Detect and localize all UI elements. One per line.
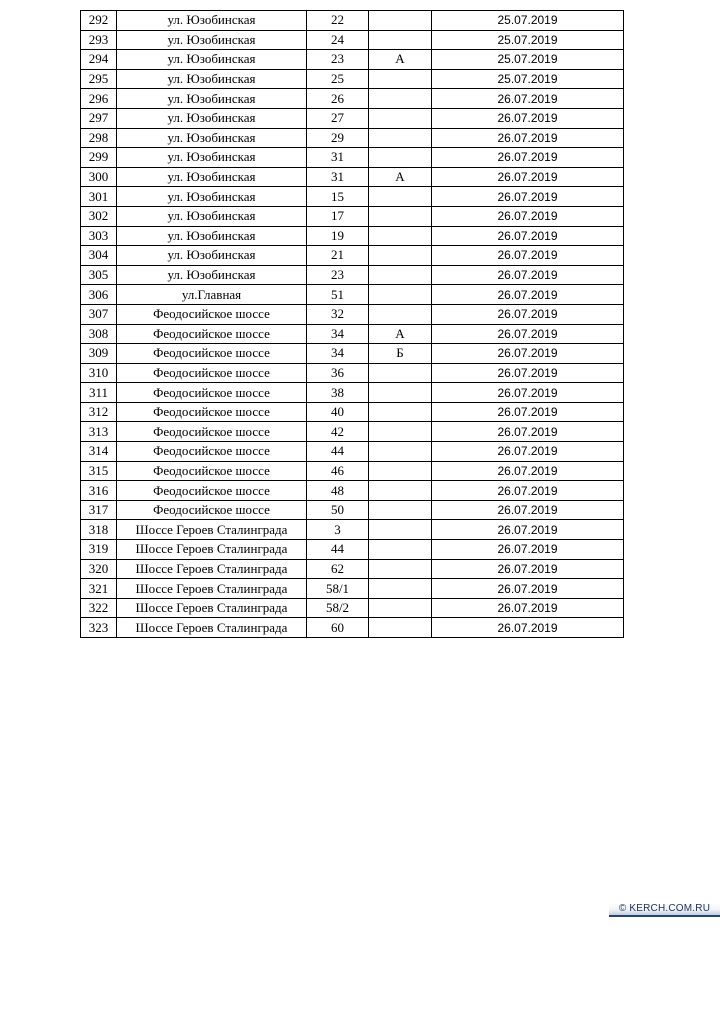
table-row (81, 363, 624, 383)
table-row (81, 128, 624, 148)
street-cell: ул. Юзобинская (117, 50, 307, 70)
house-number-cell: 51 (307, 285, 369, 305)
row-number-cell: 320 (81, 559, 117, 579)
house-letter-cell (369, 89, 432, 109)
house-letter-cell (369, 383, 432, 403)
house-number-cell: 19 (307, 226, 369, 246)
street-cell: ул. Юзобинская (117, 265, 307, 285)
table-row (81, 30, 624, 50)
house-number-cell: 50 (307, 500, 369, 520)
table-row (81, 618, 624, 638)
date-cell: 26.07.2019 (432, 579, 624, 599)
house-number-cell: 31 (307, 148, 369, 168)
date-cell: 26.07.2019 (432, 481, 624, 501)
table-row (81, 500, 624, 520)
house-letter-cell (369, 500, 432, 520)
date-cell: 26.07.2019 (432, 206, 624, 226)
house-number-cell: 62 (307, 559, 369, 579)
table-row (81, 265, 624, 285)
house-number-cell: 17 (307, 206, 369, 226)
row-number-cell: 317 (81, 500, 117, 520)
date-cell: 26.07.2019 (432, 108, 624, 128)
date-cell: 26.07.2019 (432, 187, 624, 207)
site-watermark: © KERCH.COM.RU (609, 903, 720, 917)
row-number-cell: 315 (81, 461, 117, 481)
street-cell: Феодосийское шоссе (117, 500, 307, 520)
row-number-cell: 296 (81, 89, 117, 109)
street-cell: ул. Юзобинская (117, 30, 307, 50)
table-row (81, 206, 624, 226)
house-letter-cell (369, 422, 432, 442)
house-number-cell: 44 (307, 540, 369, 560)
row-number-cell: 292 (81, 11, 117, 31)
house-letter-cell: А (369, 50, 432, 70)
house-number-cell: 23 (307, 265, 369, 285)
date-cell: 26.07.2019 (432, 148, 624, 168)
house-number-cell: 58/2 (307, 598, 369, 618)
house-number-cell: 26 (307, 89, 369, 109)
row-number-cell: 300 (81, 167, 117, 187)
row-number-cell: 321 (81, 579, 117, 599)
row-number-cell: 294 (81, 50, 117, 70)
date-cell: 25.07.2019 (432, 69, 624, 89)
row-number-cell: 313 (81, 422, 117, 442)
date-cell: 26.07.2019 (432, 167, 624, 187)
date-cell: 26.07.2019 (432, 246, 624, 266)
street-cell: Феодосийское шоссе (117, 481, 307, 501)
house-letter-cell (369, 442, 432, 462)
date-cell: 26.07.2019 (432, 598, 624, 618)
table-row (81, 89, 624, 109)
street-cell: ул. Юзобинская (117, 167, 307, 187)
table-row (81, 69, 624, 89)
house-letter-cell (369, 461, 432, 481)
house-number-cell: 34 (307, 324, 369, 344)
row-number-cell: 312 (81, 402, 117, 422)
house-number-cell: 24 (307, 30, 369, 50)
house-letter-cell (369, 69, 432, 89)
table-row (81, 226, 624, 246)
house-number-cell: 40 (307, 402, 369, 422)
house-letter-cell (369, 11, 432, 31)
house-letter-cell (369, 363, 432, 383)
street-cell: ул. Юзобинская (117, 128, 307, 148)
date-cell: 26.07.2019 (432, 383, 624, 403)
table-row (81, 108, 624, 128)
house-letter-cell (369, 187, 432, 207)
table-row (81, 167, 624, 187)
row-number-cell: 299 (81, 148, 117, 168)
street-cell: Феодосийское шоссе (117, 422, 307, 442)
row-number-cell: 310 (81, 363, 117, 383)
house-number-cell: 23 (307, 50, 369, 70)
house-number-cell: 27 (307, 108, 369, 128)
row-number-cell: 295 (81, 69, 117, 89)
row-number-cell: 304 (81, 246, 117, 266)
house-letter-cell (369, 304, 432, 324)
house-number-cell: 15 (307, 187, 369, 207)
street-cell: Феодосийское шоссе (117, 461, 307, 481)
street-cell: ул. Юзобинская (117, 89, 307, 109)
table-row (81, 148, 624, 168)
row-number-cell: 314 (81, 442, 117, 462)
house-number-cell: 58/1 (307, 579, 369, 599)
street-cell: ул. Юзобинская (117, 206, 307, 226)
house-letter-cell (369, 108, 432, 128)
house-letter-cell (369, 206, 432, 226)
house-number-cell: 34 (307, 344, 369, 364)
date-cell: 26.07.2019 (432, 324, 624, 344)
street-cell: ул.Главная (117, 285, 307, 305)
house-number-cell: 3 (307, 520, 369, 540)
row-number-cell: 302 (81, 206, 117, 226)
house-number-cell: 46 (307, 461, 369, 481)
street-cell: ул. Юзобинская (117, 187, 307, 207)
table-row (81, 520, 624, 540)
house-letter-cell (369, 148, 432, 168)
row-number-cell: 297 (81, 108, 117, 128)
date-cell: 26.07.2019 (432, 89, 624, 109)
date-cell: 26.07.2019 (432, 128, 624, 148)
table-body (81, 11, 624, 638)
street-cell: Шоссе Героев Сталинграда (117, 598, 307, 618)
street-cell: Шоссе Героев Сталинграда (117, 540, 307, 560)
table-row (81, 50, 624, 70)
house-number-cell: 25 (307, 69, 369, 89)
house-letter-cell: Б (369, 344, 432, 364)
house-number-cell: 22 (307, 11, 369, 31)
date-cell: 26.07.2019 (432, 363, 624, 383)
row-number-cell: 305 (81, 265, 117, 285)
street-cell: Феодосийское шоссе (117, 304, 307, 324)
date-cell: 26.07.2019 (432, 285, 624, 305)
house-number-cell: 36 (307, 363, 369, 383)
house-number-cell: 32 (307, 304, 369, 324)
date-cell: 26.07.2019 (432, 559, 624, 579)
house-letter-cell (369, 246, 432, 266)
row-number-cell: 301 (81, 187, 117, 207)
house-letter-cell: А (369, 167, 432, 187)
table-row (81, 402, 624, 422)
row-number-cell: 306 (81, 285, 117, 305)
house-number-cell: 48 (307, 481, 369, 501)
street-cell: Феодосийское шоссе (117, 344, 307, 364)
house-letter-cell (369, 402, 432, 422)
date-cell: 26.07.2019 (432, 500, 624, 520)
row-number-cell: 293 (81, 30, 117, 50)
house-letter-cell: А (369, 324, 432, 344)
street-cell: ул. Юзобинская (117, 11, 307, 31)
street-cell: ул. Юзобинская (117, 108, 307, 128)
house-number-cell: 38 (307, 383, 369, 403)
table-row (81, 187, 624, 207)
street-cell: ул. Юзобинская (117, 69, 307, 89)
street-cell: Феодосийское шоссе (117, 363, 307, 383)
house-letter-cell (369, 520, 432, 540)
table-row (81, 540, 624, 560)
table-row (81, 344, 624, 364)
table-row (81, 304, 624, 324)
date-cell: 26.07.2019 (432, 442, 624, 462)
street-cell: Феодосийское шоссе (117, 383, 307, 403)
address-schedule-table (80, 10, 624, 638)
table-row (81, 422, 624, 442)
date-cell: 26.07.2019 (432, 422, 624, 442)
date-cell: 25.07.2019 (432, 30, 624, 50)
table-row (81, 442, 624, 462)
house-number-cell: 21 (307, 246, 369, 266)
house-letter-cell (369, 128, 432, 148)
house-letter-cell (369, 226, 432, 246)
table-row (81, 246, 624, 266)
house-number-cell: 29 (307, 128, 369, 148)
street-cell: ул. Юзобинская (117, 246, 307, 266)
house-letter-cell (369, 598, 432, 618)
date-cell: 26.07.2019 (432, 344, 624, 364)
row-number-cell: 316 (81, 481, 117, 501)
table-row (81, 481, 624, 501)
house-letter-cell (369, 540, 432, 560)
date-cell: 26.07.2019 (432, 540, 624, 560)
street-cell: Феодосийское шоссе (117, 402, 307, 422)
row-number-cell: 318 (81, 520, 117, 540)
house-letter-cell (369, 579, 432, 599)
street-cell: Шоссе Героев Сталинграда (117, 559, 307, 579)
street-cell: ул. Юзобинская (117, 148, 307, 168)
house-letter-cell (369, 618, 432, 638)
house-number-cell: 42 (307, 422, 369, 442)
date-cell: 25.07.2019 (432, 11, 624, 31)
table-row (81, 285, 624, 305)
house-number-cell: 31 (307, 167, 369, 187)
street-cell: Шоссе Героев Сталинграда (117, 618, 307, 638)
house-number-cell: 44 (307, 442, 369, 462)
row-number-cell: 323 (81, 618, 117, 638)
row-number-cell: 308 (81, 324, 117, 344)
street-cell: ул. Юзобинская (117, 226, 307, 246)
street-cell: Шоссе Героев Сталинграда (117, 579, 307, 599)
street-cell: Феодосийское шоссе (117, 442, 307, 462)
date-cell: 26.07.2019 (432, 520, 624, 540)
row-number-cell: 309 (81, 344, 117, 364)
house-letter-cell (369, 481, 432, 501)
table-row (81, 579, 624, 599)
table-row (81, 559, 624, 579)
table-row (81, 383, 624, 403)
date-cell: 26.07.2019 (432, 618, 624, 638)
date-cell: 26.07.2019 (432, 304, 624, 324)
row-number-cell: 307 (81, 304, 117, 324)
row-number-cell: 303 (81, 226, 117, 246)
house-letter-cell (369, 285, 432, 305)
row-number-cell: 322 (81, 598, 117, 618)
house-letter-cell (369, 559, 432, 579)
table-row (81, 598, 624, 618)
date-cell: 25.07.2019 (432, 50, 624, 70)
house-letter-cell (369, 30, 432, 50)
row-number-cell: 298 (81, 128, 117, 148)
table-row (81, 11, 624, 31)
street-cell: Феодосийское шоссе (117, 324, 307, 344)
date-cell: 26.07.2019 (432, 402, 624, 422)
house-letter-cell (369, 265, 432, 285)
row-number-cell: 311 (81, 383, 117, 403)
date-cell: 26.07.2019 (432, 461, 624, 481)
row-number-cell: 319 (81, 540, 117, 560)
table-row (81, 324, 624, 344)
table-row (81, 461, 624, 481)
date-cell: 26.07.2019 (432, 226, 624, 246)
street-cell: Шоссе Героев Сталинграда (117, 520, 307, 540)
house-number-cell: 60 (307, 618, 369, 638)
date-cell: 26.07.2019 (432, 265, 624, 285)
